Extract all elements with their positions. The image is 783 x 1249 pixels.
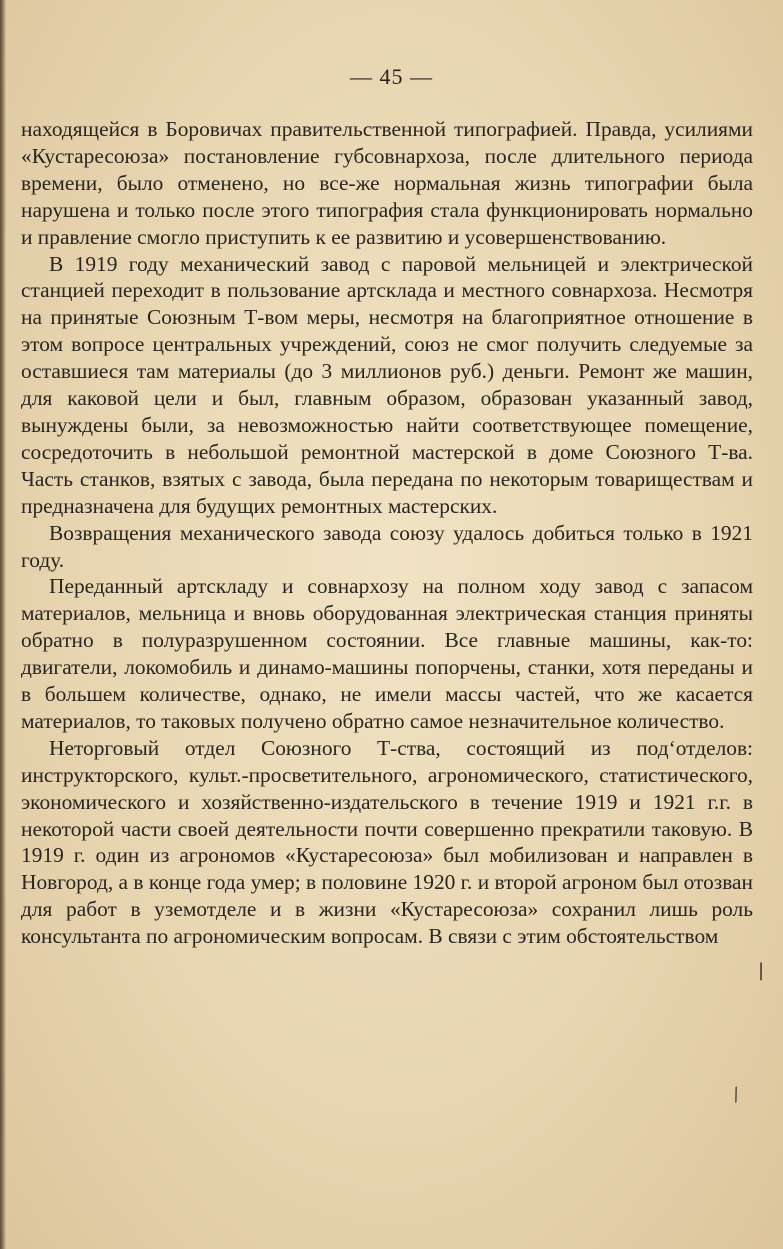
paragraph-4: Переданный артскладу и совнархозу на полном ходу завод с запасом материалов, мельница и вновь оборудованная электрическая станция приняты обратно в полуразрушенном состоянии. Все главные машины, как-то: двигатели, локомобиль и динамо-машины попорчены, станки, хотя переданы и в большем количестве, однако, не имели массы частей, что же касается материалов, то таковых получено обратно самое незначительное количество.: [21, 574, 753, 733]
paragraph-1: находящейся в Боровичах правительственной типографией. Правда, усилиями «Кустаресоюза» постановление губсовнархоза, после длительного периода времени, было отменено, но все-же нормальная жизнь типографии была нарушена и только после этого типография стала функционировать нормально и правление смогло приступить к ее развитию и усовершенствованию.: [21, 117, 753, 249]
paragraph-5: Неторговый отдел Союзного Т-ства, состоящий из под‘отделов: инструкторского, культ.-просветительного, агрономического, статистического, экономического и хозяйственно-издательского в течение 1919 и 1921 г.г. в некоторой части своей деятельности почти совершенно прекратили таковую. В 1919 г. один из агрономов «Кустаресоюза» был мобилизован и направлен в Новгород, а в конце года умер; в половине 1920 г. и второй агроном был отозван для работ в уземотделе и в жизни «Кустаресоюза» сохранил лишь роль консультанта по агрономическим вопросам. В связи с этим обстоятельством: [21, 735, 753, 949]
paragraph-2: В 1919 году механический завод с паровой мельницей и электрической станцией переходит в пользование артсклада и местного совнархоза. Несмотря на принятые Союзным Т-вом меры, несмотря на благоприятное отношение в этом вопросе центральных учреждений, союз не смог получить следуемые за оставшиеся там материалы (до 3 миллионов руб.) деньги. Ремонт же машин, для каковой цели и был, главным образом, образован указанный завод, вынуждены были, за невозможностью найти соответствующее помещение, сосредоточить в небольшой ремонтной мастерской в доме Союзного Т-ва. Часть станков, взятых с завода, была передана по некоторым товариществам и предназначена для будущих ремонтных мастерских.: [21, 251, 753, 518]
page-number: — 45 —: [350, 64, 433, 89]
body-text: [21, 116, 753, 950]
paragraph-3: Возвращения механического завода союзу удалось добиться только в 1921 году.: [21, 520, 753, 572]
page-binding-edge: [0, 0, 6, 1249]
margin-stroke-icon: ⁄: [729, 1085, 744, 1106]
margin-mark-icon: |: [758, 960, 765, 981]
